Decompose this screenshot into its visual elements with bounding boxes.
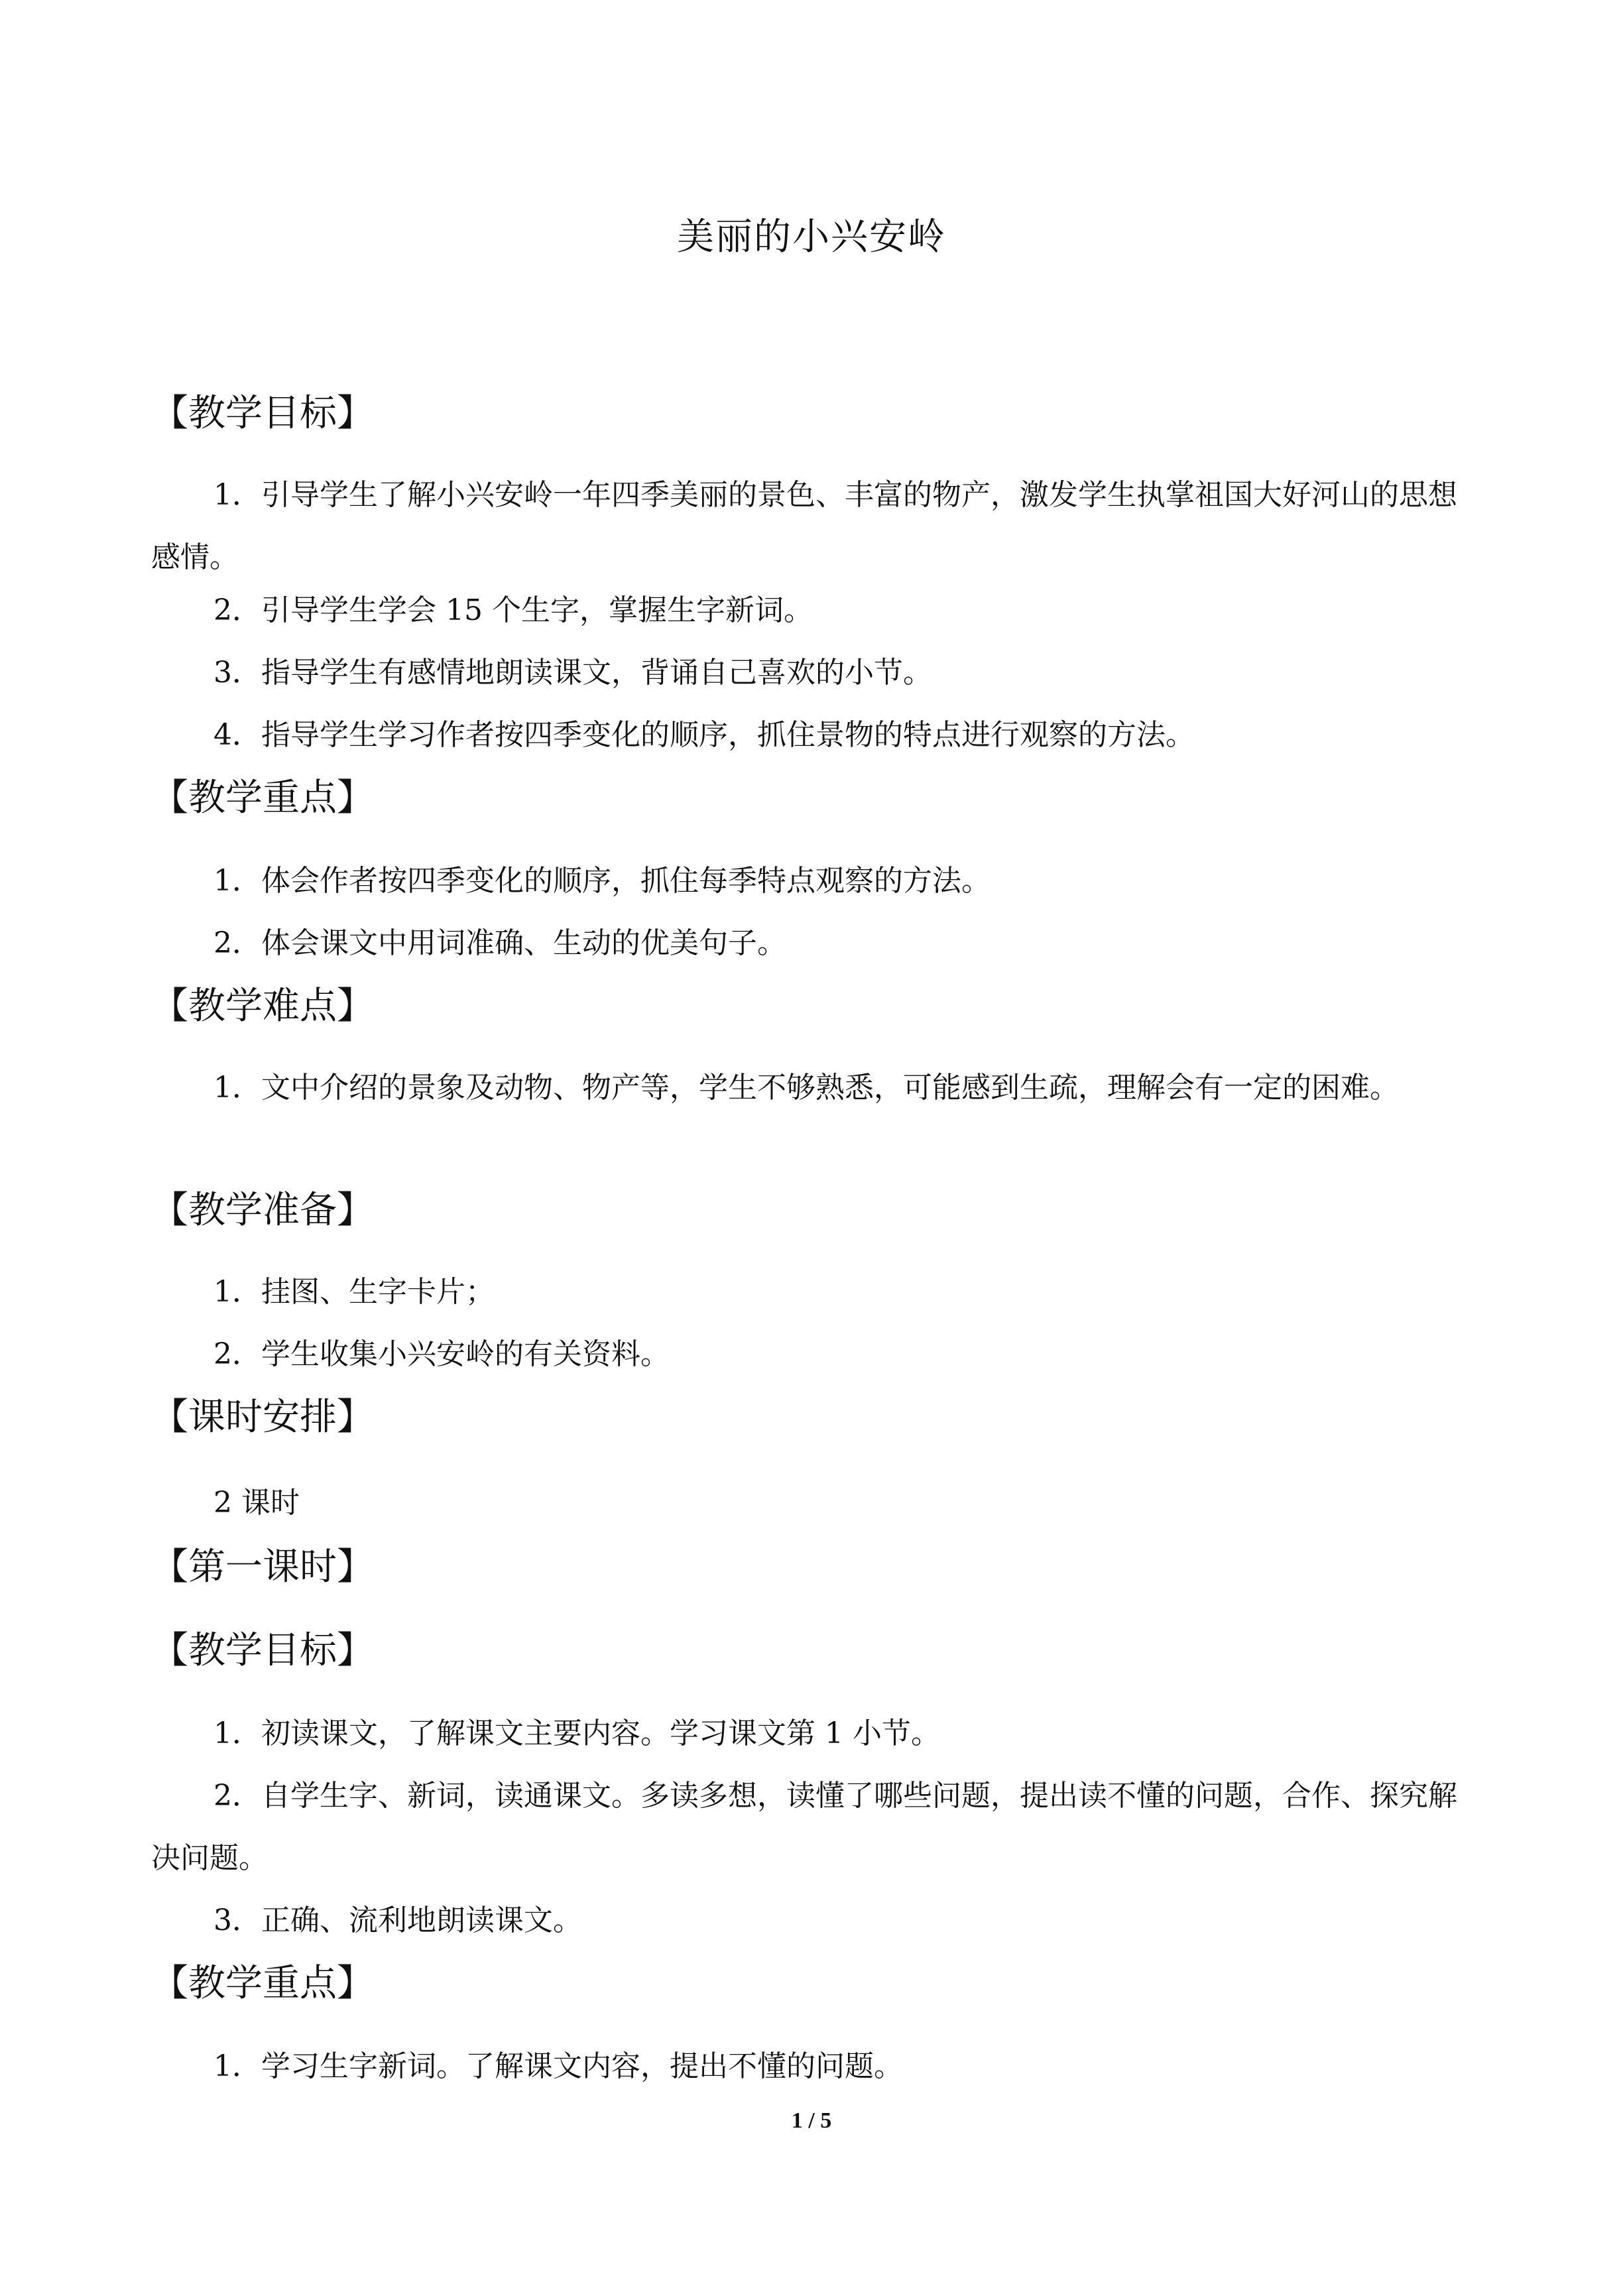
section-heading-first-lesson: 【第一课时】 [151,1545,374,1589]
paragraph: 4．指导学生学习作者按四季变化的顺序，抓住景物的特点进行观察的方法。 [213,718,1195,752]
paragraph: 1．引导学生了解小兴安岭一年四季美丽的景色、丰富的物产，激发学生执掌祖国大好河山的思想感情。 [151,478,1457,574]
section-heading-teaching-goals: 【教学目标】 [151,392,374,435]
paragraph: 1．文中介绍的景象及动物、物产等，学生不够熟悉，可能感到生疏，理解会有一定的困难。 [213,1071,1399,1105]
paragraph: 1．学习生字新词。了解课文内容，提出不懂的问题。 [213,2049,903,2083]
section-heading-difficulties: 【教学难点】 [151,985,374,1028]
paragraph: 3．正确、流利地朗读课文。 [213,1903,582,1937]
paragraph: 2．引导学生学会 15 个生字，掌握生字新词。 [213,593,813,627]
paragraph: 2．学生收集小兴安岭的有关资料。 [213,1337,670,1371]
paragraph: 2．体会课文中用词准确、生动的优美句子。 [213,926,786,960]
paragraph: 2．自学生字、新词，读通课文。多读多想，读懂了哪些问题，提出读不懂的问题，合作、探究解决问题。 [151,1779,1457,1875]
section-heading-teaching-goals: 【教学目标】 [151,1629,374,1672]
paragraph: 2 课时 [213,1486,300,1520]
paragraph: 3．指导学生有感情地朗读课文，背诵自己喜欢的小节。 [213,656,932,690]
paragraph: 1．体会作者按四季变化的顺序，抓住每季特点观察的方法。 [213,864,991,898]
section-heading-key-points: 【教学重点】 [151,776,374,819]
page-number: 1 / 5 [791,2108,832,2133]
section-heading-schedule: 【课时安排】 [151,1396,374,1439]
section-heading-key-points: 【教学重点】 [151,1962,374,2005]
paragraph: 1．初读课文，了解课文主要内容。学习课文第 1 小节。 [213,1717,940,1750]
page-title: 美丽的小兴安岭 [677,215,946,259]
section-heading-preparation: 【教学准备】 [151,1189,374,1232]
paragraph: 1．挂图、生字卡片； [213,1275,495,1309]
